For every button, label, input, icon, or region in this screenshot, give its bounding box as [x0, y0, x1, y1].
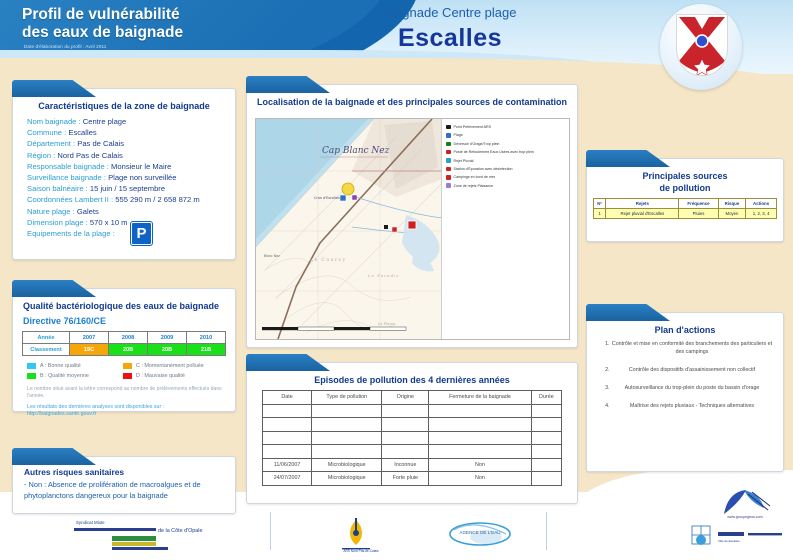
- characteristic-label: Département :: [27, 139, 76, 149]
- svg-text:Cap Blanc Nez: Cap Blanc Nez: [322, 146, 390, 156]
- panel-title-episodes: Episodes de pollution des 4 dernières années: [314, 375, 510, 385]
- column-header: Fréquence: [679, 199, 718, 209]
- profile-date-created: Date d'élaboration du profil : Avril 2011: [24, 44, 107, 49]
- table-cell: [531, 458, 561, 472]
- map-container[interactable]: [255, 118, 570, 340]
- characteristic-label: Nom baignade :: [27, 117, 81, 126]
- legend-swatch-icon: [123, 373, 132, 379]
- table-cell: [263, 431, 312, 445]
- svg-text:Le Cauroy: Le Cauroy: [310, 258, 347, 263]
- legend-item: [27, 362, 123, 370]
- characteristic-value: Galets: [76, 206, 99, 216]
- table-cell: [429, 431, 532, 445]
- column-header: Actions: [746, 199, 777, 209]
- column-header: Rejets: [606, 199, 679, 209]
- city-title: Escalles: [397, 24, 503, 52]
- map-legend-item: [446, 132, 569, 138]
- table-cell: [263, 418, 312, 432]
- table-row: [263, 418, 562, 432]
- map-legend-swatch-icon: [446, 175, 451, 180]
- map-legend-item: [446, 174, 569, 180]
- characteristic-value: Nord Pas de Calais: [57, 150, 123, 160]
- map-image[interactable]: [256, 119, 442, 339]
- table-cell: Microbiologique: [312, 472, 382, 486]
- quality-class-cell: 20B: [109, 344, 148, 356]
- map-legend-text: Déversoir d'Orage/Trop plein: [453, 141, 500, 146]
- quality-class-cell: 21B: [187, 344, 226, 356]
- legend-swatch-icon: [123, 363, 132, 369]
- characteristic-item: [27, 138, 235, 149]
- parking-icon: P: [131, 222, 152, 245]
- table-cell: Rejet pluvial d'Escalles: [606, 209, 679, 219]
- legend-item: [123, 362, 219, 370]
- map-legend-item: [446, 158, 569, 164]
- column-header: Risque: [718, 199, 746, 209]
- characteristic-value: 555 290 m / 2 658 872 m: [115, 195, 200, 205]
- table-cell: [312, 418, 382, 432]
- map-legend-text: Zone de rejets Plaisance: [453, 183, 494, 188]
- characteristic-item: [27, 172, 235, 183]
- sources-title-line2: de pollution: [659, 183, 711, 193]
- table-cell: Forte pluie: [382, 472, 429, 486]
- map-legend-text: Point Prélèvement ARS: [453, 125, 492, 129]
- profile-dates: [24, 44, 224, 56]
- table-cell: [312, 445, 382, 459]
- quality-year-cell: 2009: [148, 332, 187, 344]
- panel-title-other-risks: Autres risques sanitaires: [24, 467, 125, 477]
- table-cell: [382, 445, 429, 459]
- table-cell: Microbiologique: [312, 458, 382, 472]
- panel-other-risks: [12, 456, 236, 514]
- quality-row-label: Classement: [23, 344, 70, 356]
- table-cell: 1: [594, 209, 606, 219]
- map-legend-item: [446, 183, 569, 189]
- action-plan-item: 2. Contrôle des dispositifs d'assainissement non collectif: [611, 366, 773, 374]
- logo-syndicat-mixte: [72, 518, 242, 552]
- table-cell: [531, 472, 561, 486]
- table-row: [263, 472, 562, 486]
- legend-swatch-icon: [27, 373, 36, 379]
- table-header-row: [263, 391, 562, 405]
- panel-characteristics: [12, 88, 236, 260]
- legend-text: C : Momentanément polluée: [136, 363, 204, 369]
- table-row: [23, 332, 226, 344]
- characteristic-label: Région :: [27, 150, 56, 160]
- table-cell: [429, 404, 532, 418]
- map-legend-swatch-icon: [446, 167, 451, 172]
- action-plan-item: 3. Autosurveillance du trop-plein du poste du bassin d'orage: [611, 384, 773, 392]
- table-cell: 11/06/2007: [263, 458, 312, 472]
- table-row: [263, 458, 562, 472]
- logo-ville-label: Ville de Escalles: [718, 539, 740, 543]
- panel-title-action-plan: Plan d'actions: [654, 325, 716, 335]
- quality-year-cell: 2010: [187, 332, 226, 344]
- column-header: Origine: [382, 391, 429, 405]
- panel-pollution-sources: [586, 158, 784, 242]
- panel-title-water-quality: Qualité bactériologique des eaux de baignade: [23, 301, 220, 311]
- map-legend-swatch-icon: [446, 158, 451, 163]
- svg-text:Le Paradis: Le Paradis: [368, 273, 400, 278]
- legend-swatch-icon: [27, 363, 36, 369]
- map-legend-text: Campings en bord de mer: [453, 175, 496, 180]
- svg-text:La Plaine: La Plaine: [378, 322, 395, 326]
- characteristic-label: Commune :: [27, 128, 67, 138]
- legend-item: [123, 372, 219, 380]
- table-header-row: [594, 199, 777, 209]
- table-cell: Non: [429, 458, 532, 472]
- table-cell: Inconnue: [382, 458, 429, 472]
- logo-ville: [690, 524, 786, 550]
- map-legend-text: Poste de Refoulement Eaux Usées avec trop plein: [453, 150, 534, 155]
- map-legend-item: [446, 149, 569, 155]
- table-cell: [312, 404, 382, 418]
- map-legend-swatch-icon: [446, 150, 451, 155]
- panel-map: [246, 84, 578, 348]
- quality-link-label: Les résultats des dernières analyses sont disponibles sur :: [27, 403, 165, 410]
- footer-divider-1: [270, 512, 271, 550]
- characteristic-value: 570 x 10 m: [89, 217, 128, 227]
- panel-title-characteristics: Caractéristiques de la zone de baignade: [38, 101, 210, 111]
- table-cell: Pluies: [679, 209, 718, 219]
- panel-pollution-episodes: [246, 362, 578, 504]
- map-legend-text: Rejet Pluvial: [453, 158, 474, 163]
- legend-text: B : Qualité moyenne: [40, 372, 89, 379]
- groupe-geos-url[interactable]: www.groupegeos.com: [727, 515, 763, 519]
- quality-link-url[interactable]: http://baignades.sante.gouv.fr: [27, 411, 97, 417]
- characteristic-label: Surveillance baignade :: [27, 173, 106, 183]
- action-plan-list: [597, 340, 773, 410]
- map-legend-item: [446, 141, 569, 147]
- table-row: [263, 404, 562, 418]
- characteristic-item: [27, 194, 235, 205]
- characteristic-label: Saison balnéaire :: [27, 184, 88, 194]
- table-cell: [531, 431, 561, 445]
- characteristic-item: [27, 116, 235, 127]
- characteristic-value: Escalles: [68, 128, 97, 138]
- map-legend: [441, 119, 569, 339]
- legend-row: [27, 362, 235, 370]
- table-row: [594, 209, 777, 219]
- logo-agence-eau: [440, 520, 520, 552]
- profile-date-revision: Prochaine révision du profil : Avril 2014: [24, 50, 108, 55]
- map-legend-item: [446, 124, 569, 130]
- logo-ars-label: ARS Nord Pas-de-Calais: [343, 549, 379, 553]
- logo-ars: [330, 516, 390, 554]
- table-cell: [382, 418, 429, 432]
- coat-of-arms-medallion: [660, 4, 742, 90]
- quality-class-cell: 20B: [148, 344, 187, 356]
- characteristic-item: [27, 150, 235, 161]
- quality-table: [22, 331, 226, 356]
- quality-note: Le nombre situé avant la lettre correspond au nombre de prélèvements effectués dans l'année.: [27, 385, 222, 399]
- quality-year-cell: 2007: [70, 332, 109, 344]
- characteristic-label: Dimension plage :: [27, 217, 88, 227]
- table-row: [23, 344, 226, 356]
- quality-row-label: Année: [23, 332, 70, 344]
- characteristic-item: [27, 127, 235, 138]
- table-cell: 1, 2, 3, 4: [746, 209, 777, 219]
- characteristic-value: Monsieur le Maire: [111, 161, 172, 171]
- svg-text:Cran d'Escalles: Cran d'Escalles: [314, 196, 340, 200]
- column-header: Durée: [531, 391, 561, 405]
- panel-title-map: Localisation de la baignade et des principales sources de contamination: [256, 97, 568, 107]
- map-legend-text: Plage: [453, 133, 463, 138]
- quality-link-block[interactable]: [27, 404, 235, 419]
- map-legend-swatch-icon: [446, 142, 451, 147]
- table-cell: [382, 404, 429, 418]
- column-header: Type de pollution: [312, 391, 382, 405]
- episodes-table: [262, 390, 562, 486]
- table-cell: [382, 431, 429, 445]
- legend-text: D : Mauvaise qualité: [136, 372, 185, 379]
- panel-water-quality: [12, 288, 236, 417]
- table-cell: [263, 445, 312, 459]
- table-row: [263, 431, 562, 445]
- map-legend-swatch-icon: [446, 133, 451, 138]
- characteristics-list: [27, 116, 235, 239]
- panel-action-plan: [586, 312, 784, 472]
- logo-syndicat-line2: de la Côte d'Opale: [158, 528, 203, 534]
- table-cell: Non: [429, 472, 532, 486]
- page-title-line1: Profil de vulnérabilité: [22, 6, 180, 23]
- quality-year-cell: 2008: [109, 332, 148, 344]
- characteristic-value: 15 juin / 15 septembre: [89, 184, 166, 194]
- map-legend-swatch-icon: [446, 125, 451, 130]
- characteristic-label: Nature plage :: [27, 206, 75, 216]
- table-cell: [531, 404, 561, 418]
- logo-groupe-geos: [714, 488, 774, 518]
- legend-item: [27, 372, 123, 380]
- characteristic-value: Centre plage: [82, 117, 127, 126]
- characteristic-item: [27, 161, 235, 172]
- sources-title-line1: Principales sources: [642, 171, 728, 181]
- action-plan-item: 4. Maîtrise des rejets pluviaux - Techniques alternatives: [611, 402, 773, 410]
- table-cell: [263, 404, 312, 418]
- directive-label: Directive 76/160/CE: [23, 316, 107, 326]
- map-legend-swatch-icon: [446, 183, 451, 188]
- characteristic-value: Pas de Calais: [77, 139, 125, 149]
- map-legend-text: Station d'Épuration avec désinfection: [453, 166, 513, 171]
- table-cell: [531, 445, 561, 459]
- characteristic-item: [27, 206, 235, 217]
- table-cell: [429, 418, 532, 432]
- logo-syndicat-line1: Syndicat Mixte: [76, 520, 105, 525]
- panel-title-sources: [593, 170, 777, 194]
- legend-row: [27, 372, 235, 380]
- other-risks-text: - Non : Absence de prolifération de macroalgues et de phytoplanctons dangereux pour la baignade: [24, 480, 201, 500]
- logo-agence-label: AGENCE DE L'EAU: [459, 530, 501, 535]
- table-cell: [312, 431, 382, 445]
- column-header: Date: [263, 391, 312, 405]
- table-cell: [429, 445, 532, 459]
- map-legend-item: [446, 166, 569, 172]
- action-plan-item: 1. Contrôle et mise en conformité des branchements des particuliers et des campings: [611, 340, 773, 356]
- quality-class-cell: 19C: [70, 344, 109, 356]
- table-cell: Moyen: [718, 209, 746, 219]
- characteristic-label: Responsable baignade :: [27, 161, 109, 171]
- legend-text: A : Bonne qualité: [40, 363, 81, 369]
- page-title-line2: des eaux de baignade: [22, 24, 184, 41]
- column-header: Fermeture de la baignade: [429, 391, 532, 405]
- svg-text:Blanc Nez: Blanc Nez: [264, 254, 280, 258]
- column-header: N°: [594, 199, 606, 209]
- sources-table: [593, 198, 777, 219]
- characteristic-label: Coordonnées Lambert II :: [27, 195, 114, 205]
- table-row: [263, 445, 562, 459]
- characteristic-label: Equipements de la plage :: [27, 229, 115, 239]
- table-cell: 24/07/2007: [263, 472, 312, 486]
- beach-label: Baignade Centre plage: [383, 5, 517, 20]
- footer-divider-2: [546, 512, 547, 550]
- characteristic-value: Plage non surveillée: [108, 173, 177, 183]
- coat-of-arms-shield: [676, 14, 728, 76]
- characteristic-item: [27, 183, 235, 194]
- table-cell: [531, 418, 561, 432]
- quality-legend: [27, 362, 235, 380]
